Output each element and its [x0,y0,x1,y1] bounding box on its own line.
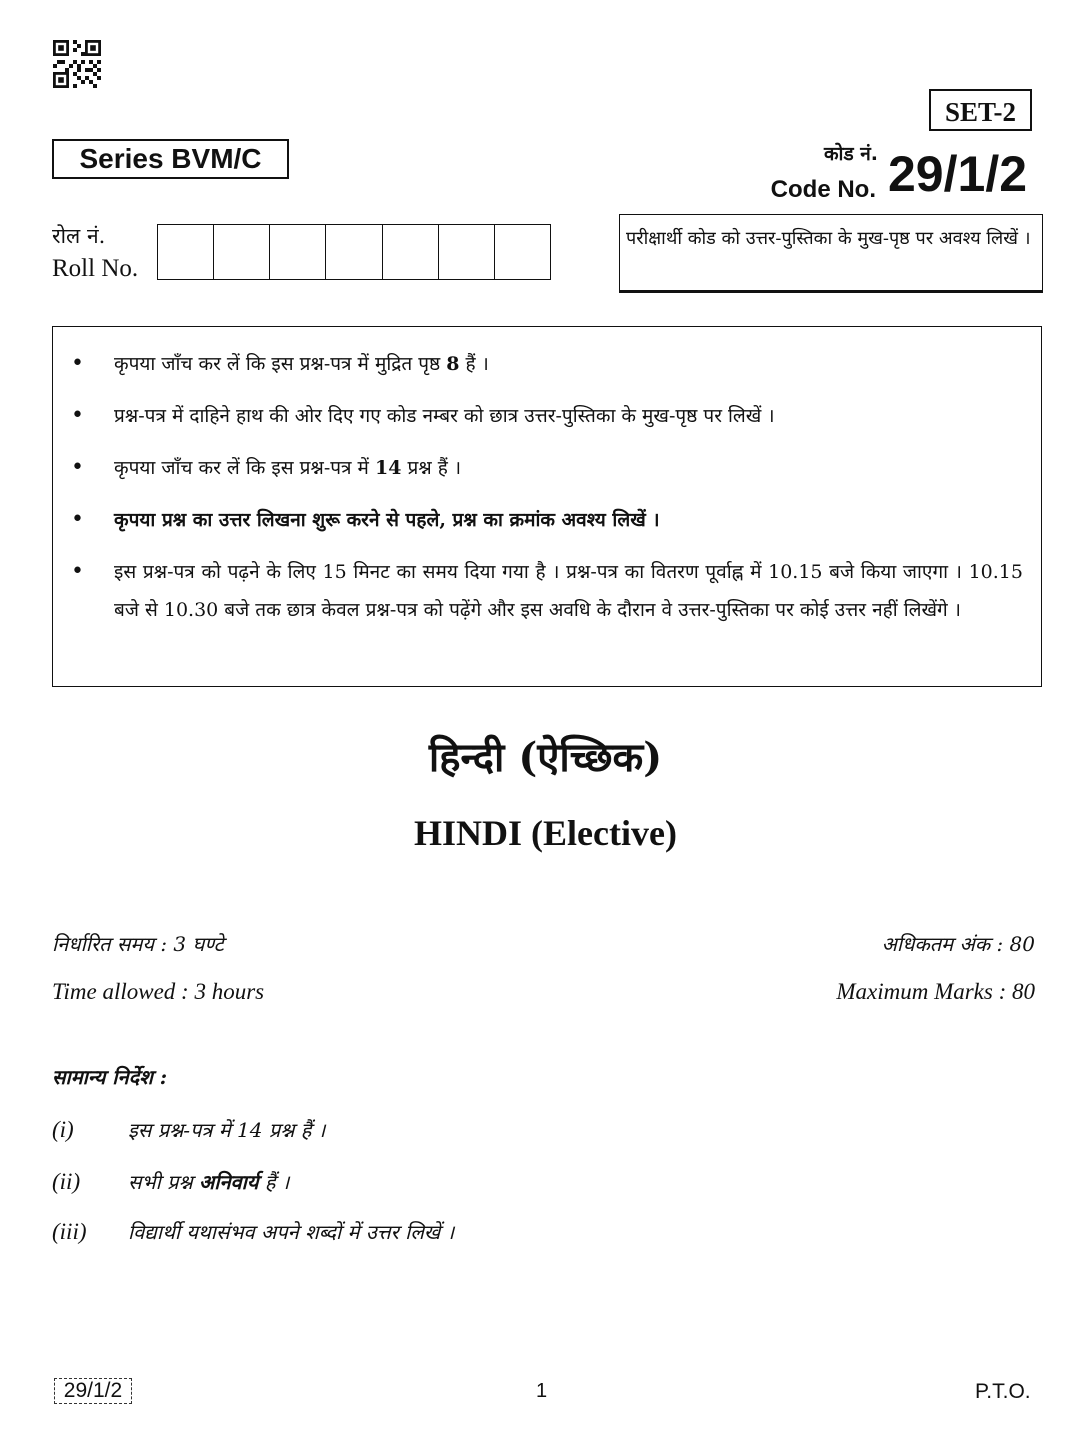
qr-code-icon [53,40,101,88]
max-marks-english: Maximum Marks : 80 [836,979,1035,1004]
series-label: Series BVM/C [52,139,289,179]
roll-number-boxes[interactable] [157,224,551,280]
instruction-emphasis: कृपया प्रश्न का उत्तर लिखना शुरू करने से पहले, प्रश्न का क्रमांक अवश्य लिखें । [114,509,660,531]
instruction-text: कृपया जाँच कर लें कि इस प्रश्न-पत्र में मुद्रित पृष्ठ [114,353,447,375]
time-allowed-english: Time allowed : 3 hours [52,979,265,1004]
instruction-text: हैं । [459,353,489,375]
roll-digit-box[interactable] [383,225,439,279]
instruction-emphasis: 8 [446,353,460,375]
bullet-icon: • [71,455,84,480]
instruction-text: प्रश्न हैं । [401,457,462,479]
item-number: (i) [52,1117,74,1142]
code-note-box: परीक्षार्थी कोड को उत्तर-पुस्तिका के मुख-पृष्ठ पर अवश्य लिखें । [619,214,1043,293]
roll-digit-box[interactable] [158,225,214,279]
instruction-item [69,345,1023,383]
instruction-item [69,553,1023,629]
roll-digit-box[interactable] [495,225,550,279]
item-number: (iii) [52,1219,87,1244]
bullet-icon: • [71,559,84,584]
roll-digit-box[interactable] [270,225,326,279]
item-number: (ii) [52,1169,81,1194]
bullet-icon: • [71,403,84,428]
instruction-emphasis: 14 [374,457,402,479]
footer-code: 29/1/2 [54,1378,132,1404]
item-text: इस प्रश्न-पत्र में 14 प्रश्न हैं । [128,1118,326,1142]
pto-label: P.T.O. [975,1380,1031,1403]
max-marks-hindi: अधिकतम अंक : 80 [881,932,1035,956]
code-label-english: Code No. [770,176,876,203]
instructions-box [52,326,1042,687]
item-text: सभी प्रश्न [128,1170,199,1194]
roll-label-hindi: रोल नं. [52,224,106,248]
code-number: 29/1/2 [888,146,1028,202]
roll-digit-box[interactable] [439,225,495,279]
page-number: 1 [536,1380,548,1402]
bullet-icon: • [71,351,84,376]
roll-digit-box[interactable] [214,225,270,279]
roll-digit-box[interactable] [326,225,382,279]
subject-title-english: HINDI (Elective) [414,813,677,853]
general-instruction-item [52,1218,454,1245]
subject-title-hindi: हिन्दी (ऐच्छिक) [428,734,663,781]
instruction-item [69,449,1023,487]
instruction-item [69,501,1023,539]
instruction-text: इस प्रश्न-पत्र को पढ़ने के लिए 15 मिनट का समय दिया गया है । प्रश्न-पत्र का वितरण पूर्वाह्न में 10.15 बजे किया जाएगा । 10.15 बजे से 10.30 बजे तक छात्र केवल प्रश्न-पत्र को पढ़ेंगे और इस अवधि के दौरान वे उत्तर-पुस्तिका पर कोई उत्तर नहीं लिखेंगे । [114,561,1023,621]
instruction-text: कृपया जाँच कर लें कि इस प्रश्न-पत्र में [114,457,375,479]
bullet-icon: • [71,507,84,532]
general-instructions-heading: सामान्य निर्देश : [52,1065,168,1089]
general-instruction-item [52,1116,325,1143]
instruction-item [69,397,1023,435]
item-text: हैं । [258,1170,290,1194]
time-allowed-hindi: निर्धारित समय : 3 घण्टे [52,932,224,956]
general-instruction-item [52,1168,289,1195]
roll-label-english: Roll No. [52,255,139,282]
code-label-hindi: कोड नं. [823,143,878,165]
item-text: विद्यार्थी यथासंभव अपने शब्दों में उत्तर लिखें । [128,1220,455,1244]
item-emphasis: अनिवार्य [199,1170,259,1194]
instruction-text: प्रश्न-पत्र में दाहिने हाथ की ओर दिए गए कोड नम्बर को छात्र उत्तर-पुस्तिका के मुख-पृष्ठ पर लिखें । [114,405,775,427]
set-label: SET-2 [929,89,1032,131]
